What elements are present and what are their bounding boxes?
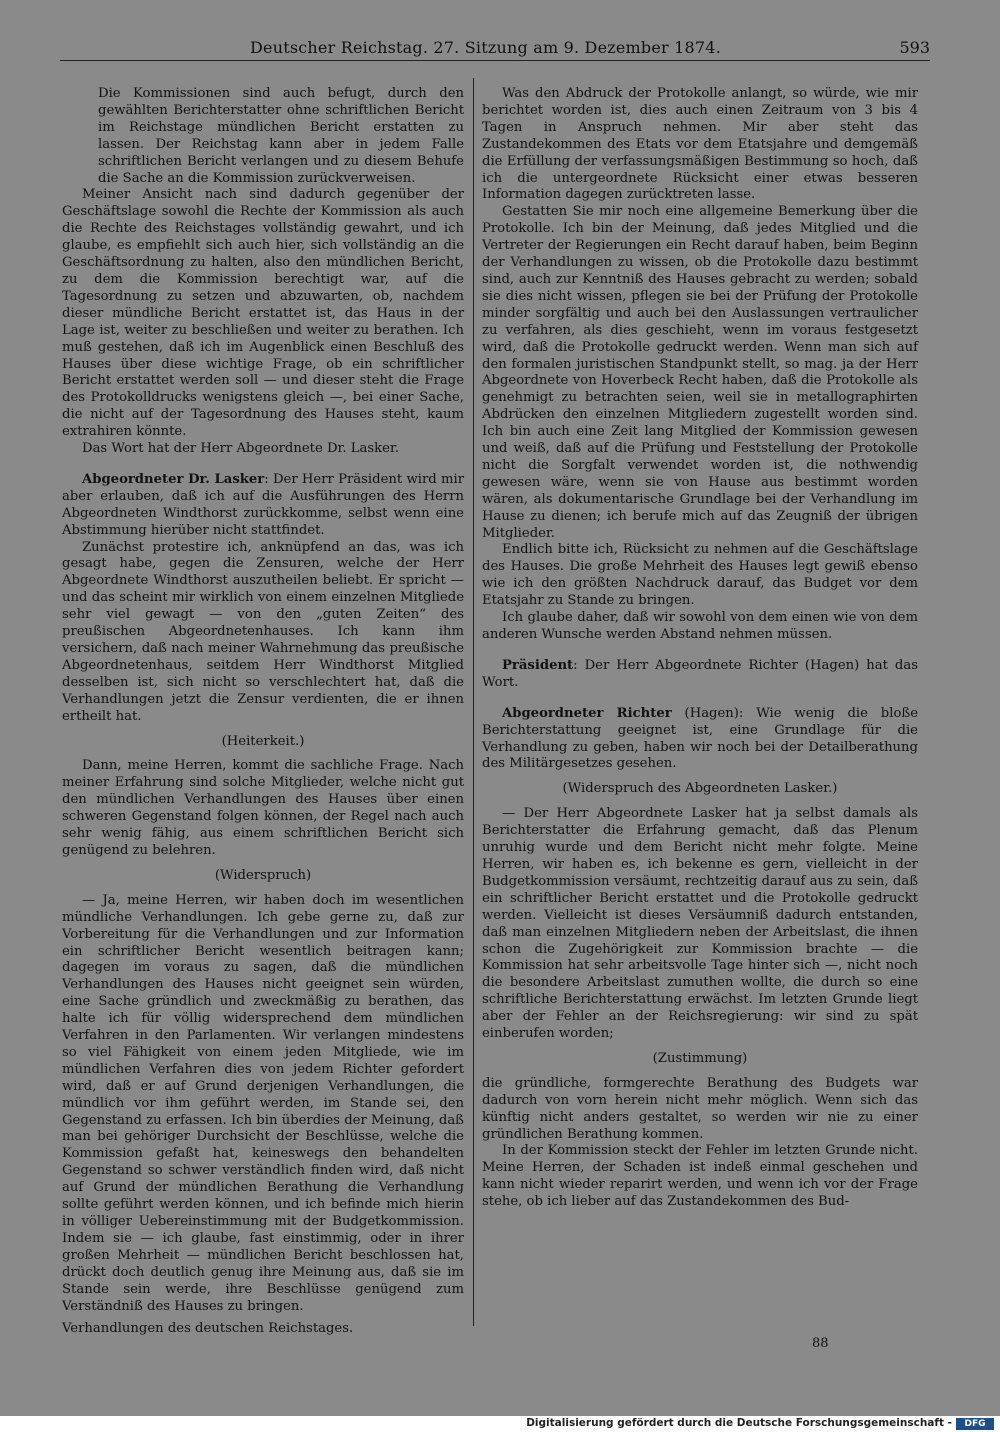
signature-line: Verhandlungen des deutschen Reichstages. bbox=[62, 1321, 354, 1337]
speech-text: : Der Herr Präsident wird mir aber erlauben, daß ich auf die Ausführungen des Herrn Abgeordneten Windthorst zurückkomme, selbst wenn eine Abstimmung hierüber nicht stattfindet. bbox=[62, 471, 464, 538]
interjection: (Widerspruch) bbox=[214, 867, 312, 883]
speech-paragraph bbox=[482, 658, 918, 692]
interjection: (Heiterkeit.) bbox=[221, 733, 305, 749]
text-paragraph: Gestatten Sie mir noch eine allgemeine Bemerkung über die Protokolle. Ich bin der Meinung, daß jedes Mitglied und die Vertreter der Regierungen ein Recht darauf haben, beim Beginn der Verhandlungen zu wissen, ob die Protokolle dazu bestimmt sind, auch zur Kenntniß des Hauses gebracht zu werden; sobald sie dies nicht wissen, pflegen sie bei der Prüfung der Protokolle minder sorgfältig und auch bei den Auslassungen vertraulicher zu verfahren, als dies geschieht, wenn im voraus festgesetzt wird, daß die Protokolle gedruckt werden. Wenn man sich auf den formalen juristischen Standpunkt stellt, so mag. ja der Herr Abgeordnete von Hoverbeck Recht haben, daß die Protokolle als genehmigt zu betrachten seien, weil sie in metallographirten Abdrücken den einzelnen Mitgliedern zugestellt worden sind. Ich bin auch eine Zeit lang Mitglied der Kommission gewesen und weiß, daß auf die Prüfung und Feststellung der Protokolle nicht die Sorgfalt verwendet worden ist, die nothwendig gewesen wäre, wenn sie von Hause aus bestimmt worden wären, als dokumentarische Grundlage bei der Verhandlung im Hause zu dienen; ich berufe mich auf das Zeugniß der übrigen Mitglieder. bbox=[482, 204, 918, 541]
header-title: Deutscher Reichstag. 27. Sitzung am 9. Dezember 1874. bbox=[250, 38, 721, 57]
text-paragraph: Endlich bitte ich, Rücksicht zu nehmen auf die Geschäftslage des Hauses. Die große Mehrheit des Hauses legt gewiß ebenso wie ich den größten Nachdruck darauf, das Budget vor dem Etatsjahr zu Stande zu bringen. bbox=[482, 542, 918, 609]
speech-paragraph bbox=[482, 706, 918, 774]
left-column bbox=[62, 86, 464, 1338]
text-paragraph: die gründliche, formgerechte Berathung des Budgets war dadurch von vorn herein nicht mehr möglich. Wenn sich das künftig nicht anders gestaltet, so werden wir nie zu einer gründlichen Berathung kommen. bbox=[482, 1075, 918, 1142]
text-paragraph: — Ja, meine Herren, wir haben doch im wesentlichen mündliche Verhandlungen. Ich gebe gerne zu, daß zur Vorbereitung für die Verhandlungen und zur Information ein schriftlicher Bericht wesentlich beitragen kann; dagegen im voraus zu sagen, daß die mündlichen Verhandlungen des Hauses nicht geeignet sein würden, eine Sache gründlich und zweckmäßig zu berathen, das halte ich für völlig widersprechend dem mündlichen Verfahren in den Parlamenten. Wir verlangen mindestens so viel Fähigkeit von einem jeden Mitgliede, wie im mündlichen Verfahren dies von jedem Richter gefordert wird, daß er auf Grund derjenigen Verhandlungen, die mündlich vor ihm geführt werden, im Stande sei, den Gegenstand zu erfassen. Ich bin überdies der Meinung, daß man bei gehöriger Durchsicht der Beschlüsse, welche die Kommission gefaßt hat, keineswegs den behandelten Gegenstand so schwer verständlich finden wird, daß nicht auf Grund der mündlichen Berathung die Verhandlung sollte geführt werden können, und ich befinde mich hierin in völliger Uebereinstimmung mit der Budgetkommission. Indem sie — ich glaube, fast einstimmig, oder in ihrer großen Mehrheit — mündlichen Bericht beschlossen hat, drückt doch deutlich genug ihre Meinung aus, daß sie im Stande sein werde, ihre Beschlüsse genügend zum Verständniß des Hauses zu bringen. bbox=[62, 892, 464, 1314]
right-column bbox=[482, 86, 918, 1211]
text-paragraph: In der Kommission steckt der Fehler im letzten Grunde nicht. Meine Herren, der Schaden ist indeß einmal geschehen und kann nicht wieder reparirt werden, und wenn ich vor der Frage stehe, ob ich lieber auf das Zustandekommen des Bud- bbox=[482, 1143, 918, 1210]
page-header bbox=[60, 38, 930, 61]
text-paragraph: Das Wort hat der Herr Abgeordnete Dr. Lasker. bbox=[82, 441, 400, 457]
speaker-name: Abgeordneter Richter bbox=[502, 705, 672, 721]
text-paragraph: Ich glaube daher, daß wir sowohl von dem einen wie von dem anderen Wunsche werden Abstand nehmen müssen. bbox=[482, 610, 918, 642]
speaker-name: Abgeordneter Dr. Lasker bbox=[82, 471, 265, 487]
speech-paragraph bbox=[62, 472, 464, 540]
text-paragraph: Meiner Ansicht nach sind dadurch gegenüber der Geschäftslage sowohl die Rechte der Kommission als auch die Rechte des Reichstages vollständig gewahrt, und ich glaube, es empfiehlt sich auch hier, sich vollständig an die Geschäftsordnung zu halten, also den mündlichen Bericht, zu dem die Kommission berechtigt war, auf die Tagesordnung zu setzen und abzuwarten, ob, nachdem dieser mündliche Bericht erstattet ist, das Haus in der Lage ist, weiter zu beschließen und weiter zu berathen. Ich muß gestehen, daß ich im Augenblick einen Beschluß des Hauses über diese wichtige Frage, ob ein schriftlicher Bericht erstattet werden soll — und dieser steht die Frage des Protokolldrucks wenigstens gleich —, bei einer Sache, die nicht auf der Tagesordnung des Hauses steht, kaum extrahiren könnte. bbox=[62, 187, 464, 440]
speech-text: (Hagen): Wie wenig die bloße Berichterstattung geeignet ist, eine Grundlage für die Verhandlung zu geben, haben wir noch bei der Detailberathung des Militärgesetzes gesehen. bbox=[482, 705, 919, 772]
column-divider bbox=[473, 78, 474, 1326]
dfg-logo: DFG bbox=[956, 1418, 994, 1430]
interjection: (Zustimmung) bbox=[652, 1050, 748, 1066]
credit-text: Digitalisierung gefördert durch die Deutsche Forschungsgemeinschaft - bbox=[526, 1417, 952, 1429]
text-paragraph: Die Kommissionen sind auch befugt, durch den gewählten Berichterstatter ohne schriftlichen Bericht im Reichstage mündlichen Bericht erstatten zu lassen. Der Reichstag kann aber in jedem Falle schriftlichen Bericht verlangen und zu diesem Behufe die Sache an die Kommission zurückverweisen. bbox=[98, 86, 464, 186]
credit-bar bbox=[0, 1416, 1000, 1432]
header-page-number: 593 bbox=[899, 38, 930, 57]
text-paragraph: Was den Abdruck der Protokolle anlangt, so würde, wie mir berichtet worden ist, dies auch einen Zeitraum von 3 bis 4 Tagen in Anspruch nehmen. Mir aber steht das Zustandekommen des Etats vor dem Etatsjahre und demgemäß die Erfüllung der verfassungsmäßigen Bestimmung so hoch, daß ich die untergeordnete Rücksicht einer etwas besseren Information dagegen zurücktreten lasse. bbox=[482, 86, 918, 203]
sheet-number: 88 bbox=[812, 1336, 829, 1351]
speaker-name: Präsident bbox=[502, 657, 574, 673]
interjection: (Widerspruch des Abgeordneten Lasker.) bbox=[562, 781, 838, 797]
text-paragraph: Dann, meine Herren, kommt die sachliche Frage. Nach meiner Erfahrung sind solche Mitglieder, welche nicht gut den mündlichen Verhandlungen des Hauses über einen schweren Gegenstand folgen können, der Regel nach auch sehr wenig fähig, aus einem schriftlichen Bericht sich genügend zu belehren. bbox=[62, 758, 464, 858]
text-paragraph: — Der Herr Abgeordnete Lasker hat ja selbst damals als Berichterstatter die Erfahrung gemacht, daß das Plenum unruhig wurde und dem Bericht nicht mehr folgte. Meine Herren, wir haben es, ich bekenne es gern, vielleicht in der Budgetkommission versäumt, rechtzeitig darauf aus zu sein, daß ein schriftlicher Bericht erstattet und die Protokolle gedruckt werden. Vielleicht ist dieses Versäumniß dadurch entstanden, daß man einzelnen Mitgliedern neben der Arbeitslast, die ihnen schon die Zugehörigkeit zur Kommission brachte — die Kommission hat sehr arbeitsvolle Tage hinter sich —, nicht noch die besondere Arbeitslast zumuthen wollte, die durch so eine schriftliche Berichterstattung erwächst. Im letzten Grunde liegt aber der Fehler an der Reichsregierung: wir sind zu spät einberufen worden; bbox=[482, 806, 918, 1042]
text-paragraph: Zunächst protestire ich, anknüpfend an das, was ich gesagt habe, gegen die Zensuren, welche der Herr Abgeordnete Windthorst auszutheilen beliebt. Er spricht — und das scheint mir wirklich von einem einzelnen Mitgliede sehr viel gewagt — von den „guten Zeiten“ des preußischen Abgeordnetenhauses. Ich kann ihm versichern, daß nach meiner Wahrnehmung das preußische Abgeordnetenhaus, seitdem Herr Windthorst Mitglied desselben ist, sich nicht so verschlechtert hat, daß die Verhandlungen jetzt die Zensur verdienten, die er ihnen ertheilt hat. bbox=[62, 539, 464, 724]
speech-text: : Der Herr Abgeordnete Richter (Hagen) hat das Wort. bbox=[482, 657, 918, 690]
